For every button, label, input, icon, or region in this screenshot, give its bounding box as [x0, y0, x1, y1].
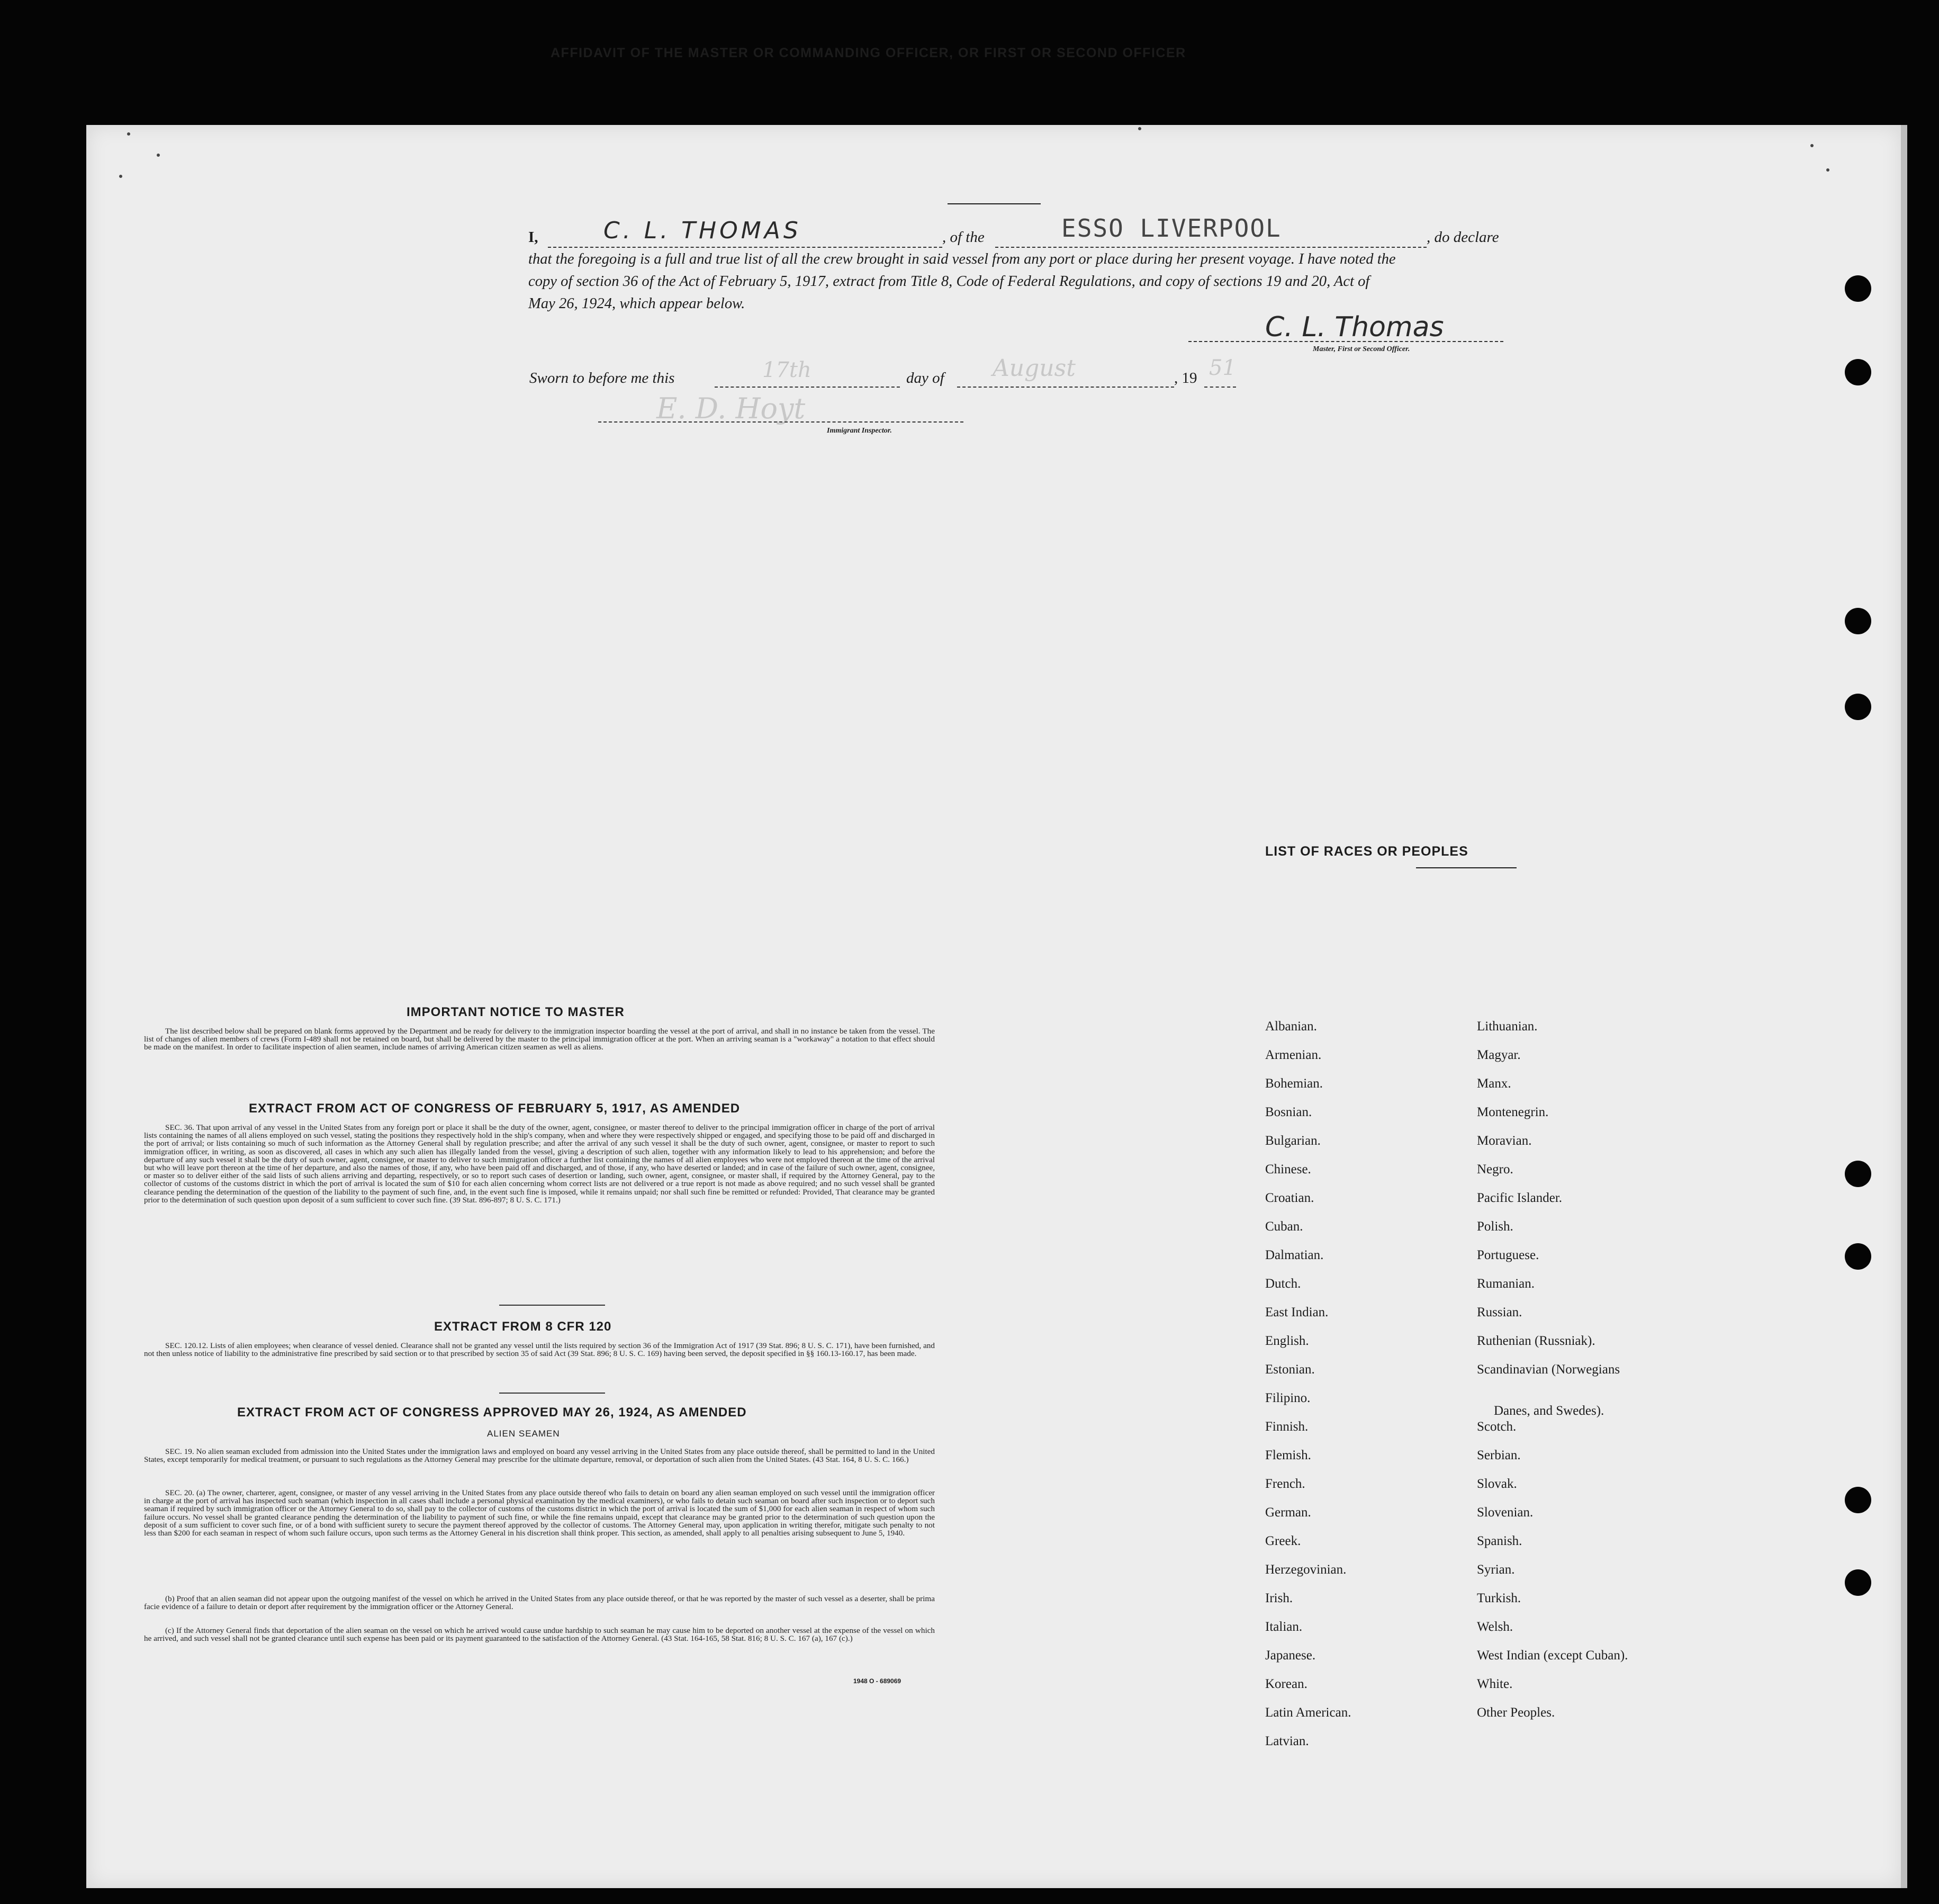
sec20a-text: SEC. 20. (a) The owner, charterer, agent, consignee, or master of any vessel arriving in the United States from any place outside thereof who fails to detain on board any alien seaman employed on such vessel until the immigration officer in charge at the port of arrival has inspected such seaman (which inspection in all cases shall include a personal physical examination by the medical examiners), or who fails to detain such seaman on board after such inspection or to deport such seaman if required by such immigration officer or the Attorney General to do so, shall pay to the collector of customs of the customs district in which the port of arrival is located the sum of $1,000 for each alien seaman in respect of whom such failure occurs. No vessel shall be granted clearance pending the determination of the liability to payment of such fine, or while the fine remains unpaid, except that clearance may be granted prior to the determination of such question upon the deposit of a sum sufficient to cover such fine, or of a bond with sufficient surety to secure the payment thereof approved by the collector of customs. The Attorney General may, upon application in writing therefor, mitigate such penalty to not less than $200 for each seaman in respect of whom such failure occurs, upon such terms as the Attorney General in his discretion shall think proper. This section, as amended, shall apply to all penalties arising subsequent to June 5, 1940.	[144, 1488, 935, 1538]
signature-caption: Master, First or Second Officer.	[1313, 345, 1410, 353]
inspector-caption: Immigrant Inspector.	[827, 427, 892, 435]
race-item: Latvian.	[1265, 1734, 1309, 1748]
affidavit-body-line3: May 26, 1924, which appear below.	[528, 295, 745, 312]
race-item: Moravian.	[1477, 1134, 1532, 1148]
inspector-line	[598, 421, 963, 423]
declarant-prefix: I,	[528, 229, 538, 246]
sec20c-text: (c) If the Attorney General finds that deportation of the alien seaman on the vessel on which he arrived would cause undue hardship to such seaman he may cause him to be deported on another vessel at the expense of the vessel on which he arrived, and such vessel shall not be granted clearance until such expense has been paid or its payment guaranteed to the satisfaction of the Attorney General. (43 Stat. 164-165, 58 Stat. 816; 8 U. S. C. 167 (a), 167 (c).)	[144, 1626, 935, 1643]
day-of-label: day of	[906, 370, 944, 387]
race-item: Irish.	[1265, 1591, 1293, 1605]
extract-cfr-title: EXTRACT FROM 8 CFR 120	[434, 1319, 612, 1334]
speck	[1826, 168, 1829, 172]
race-item: Montenegrin.	[1477, 1105, 1549, 1119]
race-item: Ruthenian (Russniak).	[1477, 1334, 1595, 1348]
affidavit-body-line2: copy of section 36 of the Act of February 5, 1917, extract from Title 8, Code of Federal Regulations, and copy of sections 19 and 20, Act of	[528, 273, 1370, 290]
page-edge	[1901, 125, 1907, 1888]
race-item: Rumanian.	[1477, 1277, 1535, 1291]
race-item: Chinese.	[1265, 1162, 1311, 1176]
race-item: Syrian.	[1477, 1562, 1515, 1577]
race-item: Serbian.	[1477, 1448, 1521, 1462]
race-item: Albanian.	[1265, 1019, 1317, 1034]
race-item: Lithuanian.	[1477, 1019, 1538, 1034]
race-item: West Indian (except Cuban).	[1477, 1648, 1628, 1663]
race-item: Finnish.	[1265, 1420, 1309, 1434]
of-the-label: , of the	[942, 229, 985, 246]
race-item: French.	[1265, 1477, 1305, 1491]
master-signature: C. L. Thomas	[1265, 311, 1444, 343]
race-item: Pacific Islander.	[1477, 1191, 1563, 1205]
race-item: Other Peoples.	[1477, 1705, 1555, 1720]
inspector-signature: E. D. Hoyt	[656, 392, 806, 425]
race-item: German.	[1265, 1505, 1311, 1520]
race-item: Russian.	[1477, 1305, 1522, 1319]
declarant-name: C. L. THOMAS	[603, 217, 801, 244]
race-item: Italian.	[1265, 1620, 1303, 1634]
race-item: Turkish.	[1477, 1591, 1521, 1605]
race-item: Negro.	[1477, 1162, 1513, 1176]
sworn-year-blank	[1204, 387, 1236, 388]
affidavit-body-line1: that the foregoing is a full and true list of all the crew brought in said vessel from any port or place during her present voyage. I have noted the	[528, 251, 1396, 267]
race-item: Magyar.	[1477, 1048, 1521, 1062]
race-item: Dalmatian.	[1265, 1248, 1324, 1262]
race-item: Spanish.	[1477, 1534, 1522, 1548]
race-item: Dutch.	[1265, 1277, 1301, 1291]
extract-1917-title: EXTRACT FROM ACT OF CONGRESS OF FEBRUARY 5, 1917, AS AMENDED	[249, 1101, 741, 1116]
binder-hole	[1845, 1569, 1871, 1596]
form-page	[86, 125, 1902, 1888]
speck	[127, 132, 130, 136]
sec19-text: SEC. 19. No alien seaman excluded from admission into the United States under the immigration laws and employed on board any vessel arriving in the United States from any place outside thereof, shall be permitted to land in the United States, except temporarily for medical treatment, or pursuant to such regulations as the Attorney General may prescribe for the ultimate departure, removal, or deportation of such alien from the United States. (43 Stat. 164, 8 U. S. C. 166.)	[144, 1447, 935, 1465]
sworn-day-blank	[715, 387, 900, 388]
race-item: Armenian.	[1265, 1048, 1322, 1062]
sec20b-text: (b) Proof that an alien seaman did not appear upon the outgoing manifest of the vessel on which he arrived in the United States from any place outside thereof, or that he was reported by the master of such vessel as a deserter, shall be prima facie evidence of a failure to detain or deport after requirement by the immigration officer or the Attorney General.	[144, 1594, 935, 1612]
year-prefix: , 19	[1174, 370, 1197, 387]
race-item: Bulgarian.	[1265, 1134, 1321, 1148]
binder-hole	[1845, 1487, 1871, 1513]
speck	[157, 154, 160, 157]
race-item: Japanese.	[1265, 1648, 1316, 1663]
sworn-prefix: Sworn to before me this	[529, 370, 675, 387]
race-item: Estonian.	[1265, 1362, 1315, 1377]
print-code: 1948 O - 689069	[853, 1677, 901, 1685]
vessel-blank	[995, 247, 1427, 248]
race-item: Bohemian.	[1265, 1076, 1323, 1091]
binder-hole	[1845, 1161, 1871, 1187]
sworn-month: August	[993, 355, 1076, 382]
race-item: East Indian.	[1265, 1305, 1329, 1319]
race-item: Slovenian.	[1477, 1505, 1534, 1520]
race-item: Scandinavian (Norwegians	[1477, 1362, 1620, 1377]
binder-hole	[1845, 694, 1871, 720]
binder-hole	[1845, 275, 1871, 302]
race-item: Croatian.	[1265, 1191, 1314, 1205]
do-declare-label: , do declare	[1427, 229, 1499, 246]
race-item: Slovak.	[1477, 1477, 1517, 1491]
notice-text: The list described below shall be prepared on blank forms approved by the Department and be ready for delivery to the immigration inspector boarding the vessel at the port of arrival, and shall in no instance be taken from the vessel. The list of changes of alien members of crews (Form I-489 shall not be retained on board, but shall be delivered by the master to the principal immigration officer at the port. When an arriving seaman is a "workaway" a notation to that effect should be made on the manifest. In order to facilitate inspection of alien seamen, include names of arriving American citizen seamen as well as aliens.	[144, 1027, 935, 1052]
race-item: White.	[1477, 1677, 1513, 1691]
race-item: Herzegovinian.	[1265, 1562, 1347, 1577]
speck	[1810, 144, 1814, 147]
extract-1917-text: SEC. 36. That upon arrival of any vessel in the United States from any foreign port or place it shall be the duty of the owner, agent, consignee, or master thereof to deliver to the principal immigration officer in charge of the port of arrival lists containing the names of all aliens employed on such vessel, stating the positions they respectively hold in the ship's company, when and where they were respectively shipped or engaged, and specifying those to be paid off and discharged in the port of arrival; or lists containing so much of such information as the Attorney General shall by regulation prescribe; and after the arrival of any such vessel it shall be the duty of such owner, agent, consignee, or master to report to such immigration officer, in writing, as soon as discovered, all cases in which any such alien has illegally landed from the vessel, giving a description of such alien, together with any information likely to lead to his apprehension; and before the departure of any such vessel it shall be the duty of such owner, agent, consignee, or master to deliver to such immigration officer a further list containing the names of all alien employees who were not employed thereon at the time of the arrival but who will leave port thereon at the time of her departure, and also the names of those, if any, who have been paid off and discharged, and of those, if any, who have deserted or landed; and in case of the failure of such owner, agent, consignee, or master so to deliver either of the said lists of such aliens arriving and departing, respectively, or so to report such cases of desertion or landing, such owner, agent, consignee, or master shall, if required by the Attorney General, pay to the collector of customs of the customs district in which the port of arrival is located the sum of $10 for each alien concerning whom correct lists are not delivered or a true report is not made as above required; and no such vessel shall be granted clearance pending the determination of the question of the liability to the payment of such fine, and, in the event such fine is imposed, while it remains unpaid; nor shall such fine be remitted or refunded: Provided, That clearance may be granted prior to the determination of such question upon deposit of a sum sufficient to cover such fine. (39 Stat. 896-897; 8 U. S. C. 171.)	[144, 1123, 935, 1205]
race-item: Polish.	[1477, 1219, 1513, 1234]
race-item: Greek.	[1265, 1534, 1301, 1548]
binder-hole	[1845, 608, 1871, 634]
race-item: Korean.	[1265, 1677, 1307, 1691]
binder-hole	[1845, 1243, 1871, 1270]
extract-1924-subtitle: ALIEN SEAMEN	[487, 1429, 560, 1439]
race-item: Danes, and Swedes).	[1494, 1404, 1604, 1418]
section-rule	[499, 1393, 605, 1394]
sworn-year: 51	[1209, 356, 1236, 380]
race-item: Latin American.	[1265, 1705, 1351, 1720]
title-rule	[948, 203, 1041, 204]
section-rule	[499, 1305, 605, 1306]
races-title-rule	[1416, 867, 1517, 868]
race-item: Filipino.	[1265, 1391, 1311, 1405]
notice-title: IMPORTANT NOTICE TO MASTER	[407, 1005, 625, 1019]
speck	[119, 175, 122, 178]
affidavit-title: AFFIDAVIT OF THE MASTER OR COMMANDING OFFICER, OR FIRST OR SECOND OFFICER	[551, 46, 1186, 60]
binder-hole	[1845, 359, 1871, 385]
extract-1924-title: EXTRACT FROM ACT OF CONGRESS APPROVED MAY 26, 1924, AS AMENDED	[237, 1405, 747, 1420]
speck	[1138, 127, 1141, 130]
race-item: Bosnian.	[1265, 1105, 1312, 1119]
vessel-name-stamp: ESSO LIVERPOOL	[1061, 214, 1282, 243]
race-item: Portuguese.	[1477, 1248, 1539, 1262]
race-item: Scotch.	[1477, 1420, 1517, 1434]
race-item: Cuban.	[1265, 1219, 1303, 1234]
race-item: Flemish.	[1265, 1448, 1311, 1462]
race-item: Manx.	[1477, 1076, 1511, 1091]
races-title: LIST OF RACES OR PEOPLES	[1265, 844, 1468, 859]
sworn-day: 17th	[762, 358, 811, 382]
race-item: Welsh.	[1477, 1620, 1513, 1634]
sworn-month-blank	[957, 387, 1174, 388]
extract-cfr-text: SEC. 120.12. Lists of alien employees; when clearance of vessel denied. Clearance shall not be granted any vessel until the lists required by section 36 of the Immigration Act of 1917 (39 Stat. 896; 8 U. S. C. 171), have been furnished, and not then unless notice of liability to the administrative fine prescribed by said section or to that prescribed by section 35 of said Act (39 Stat. 896; 8 U. S. C. 169) having been served, the deposit specified in §§ 160.13-160.17, has been made.	[144, 1341, 935, 1359]
declarant-blank	[548, 247, 942, 248]
race-item: English.	[1265, 1334, 1309, 1348]
